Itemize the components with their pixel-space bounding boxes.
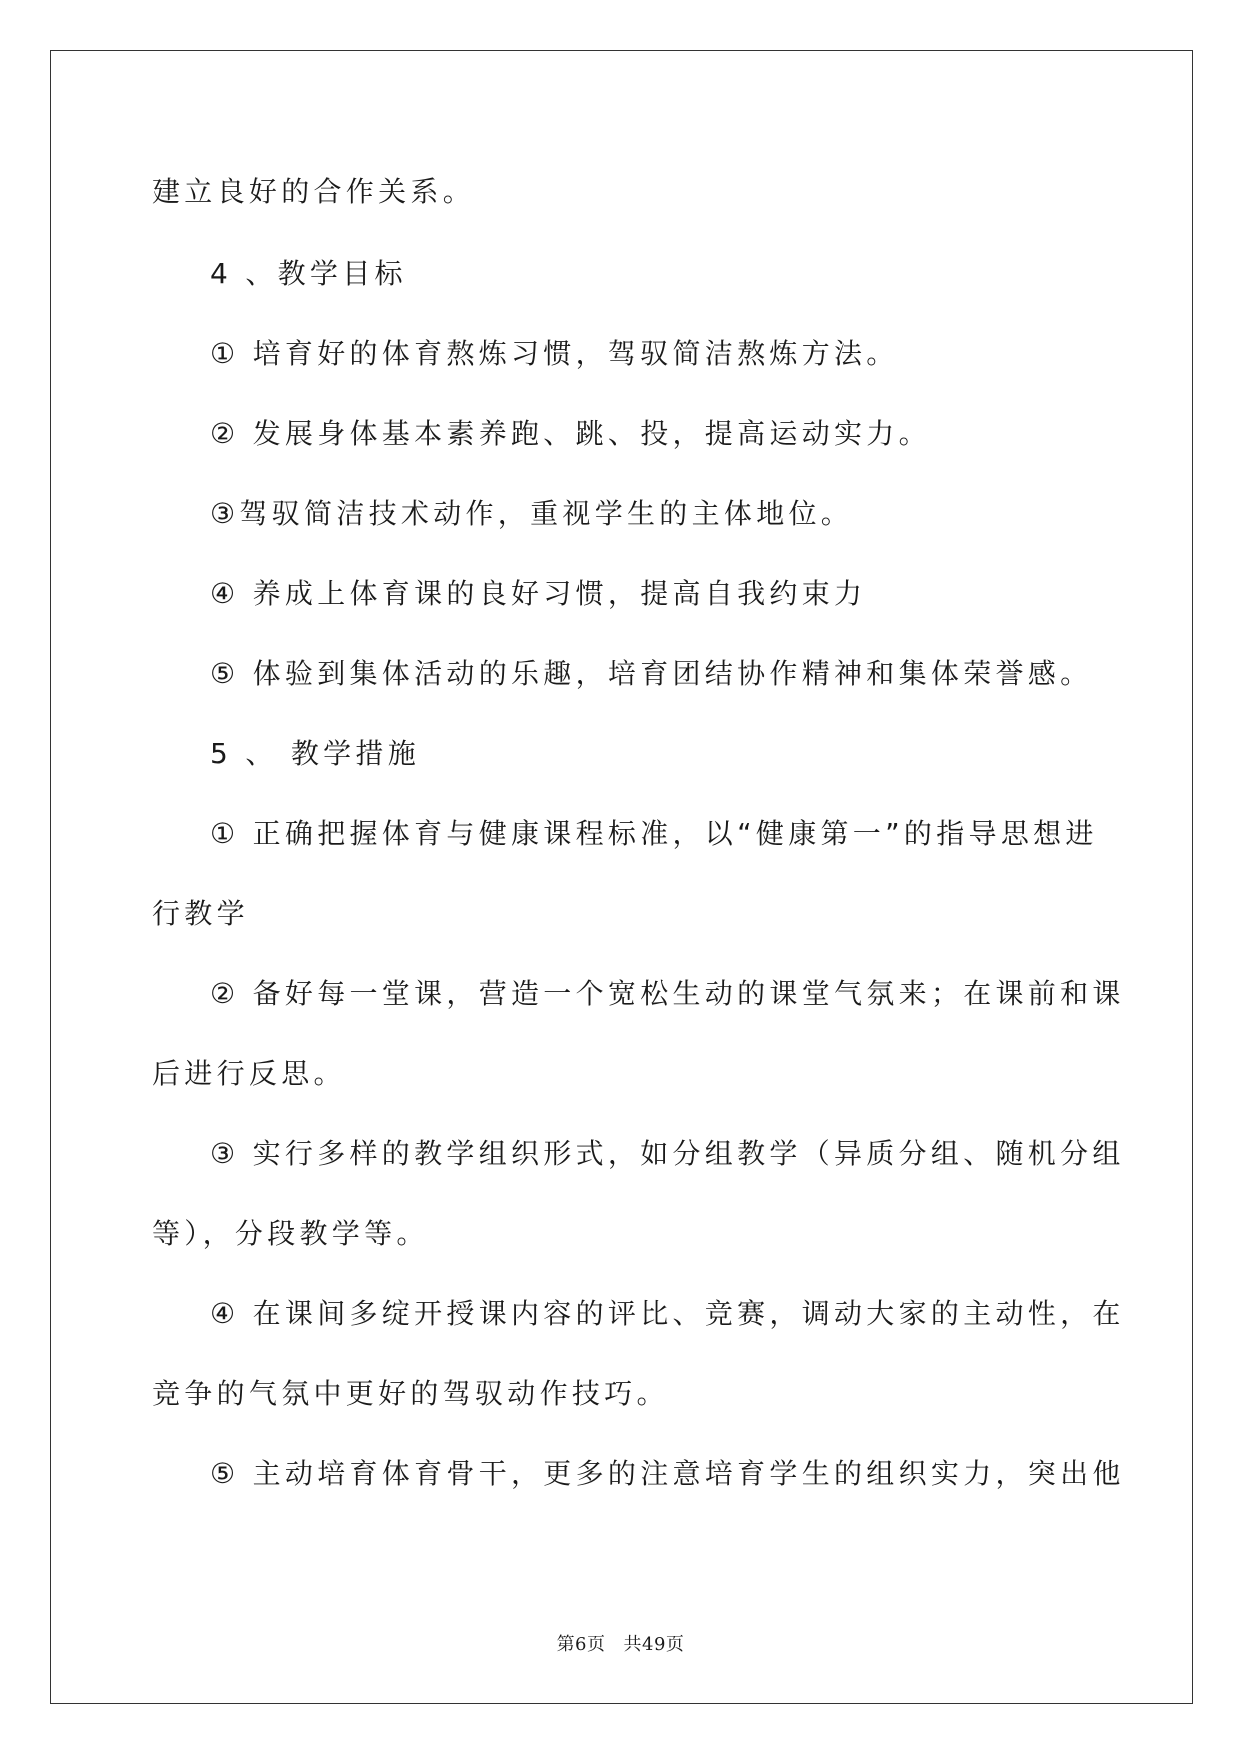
page-number: 第6页: [556, 1634, 606, 1655]
measure-item-5: ⑤ 主动培育体育骨干，更多的注意培育学生的组织实力，突出他: [210, 1457, 1125, 1490]
section-heading-teaching-measures: 5 、 教学措施: [210, 737, 421, 770]
text-line-1: 建立良好的合作关系。: [152, 175, 476, 208]
goal-item-3: ③驾驭简洁技术动作，重视学生的主体地位。: [210, 497, 854, 530]
measure-item-1: ① 正确把握体育与健康课程标准，以“健康第一”的指导思想进: [210, 817, 1098, 850]
measure-item-2-continued: 后进行反思。: [152, 1057, 346, 1090]
measure-item-2: ② 备好每一堂课，营造一个宽松生动的课堂气氛来；在课前和课: [210, 977, 1125, 1010]
measure-item-4-continued: 竞争的气氛中更好的驾驭动作技巧。: [152, 1377, 669, 1410]
measure-item-3: ③ 实行多样的教学组织形式，如分组教学（异质分组、随机分组: [210, 1137, 1125, 1170]
measure-item-1-continued: 行教学: [152, 897, 249, 930]
goal-item-4: ④ 养成上体育课的良好习惯，提高自我约束力: [210, 577, 867, 610]
page-footer: [0, 1633, 1241, 1657]
measure-item-4: ④ 在课间多绽开授课内容的评比、竞赛，调动大家的主动性，在: [210, 1297, 1125, 1330]
goal-item-2: ② 发展身体基本素养跑、跳、投，提高运动实力。: [210, 417, 931, 450]
goal-item-5: ⑤ 体验到集体活动的乐趣，培育团结协作精神和集体荣誉感。: [210, 657, 1093, 690]
page-total: 共49页: [623, 1634, 685, 1655]
section-heading-teaching-goals: 4 、教学目标: [210, 257, 407, 290]
goal-item-1: ① 培育好的体育熬炼习惯，驾驭简洁熬炼方法。: [210, 337, 899, 370]
measure-item-3-continued: 等），分段教学等。: [152, 1217, 429, 1250]
